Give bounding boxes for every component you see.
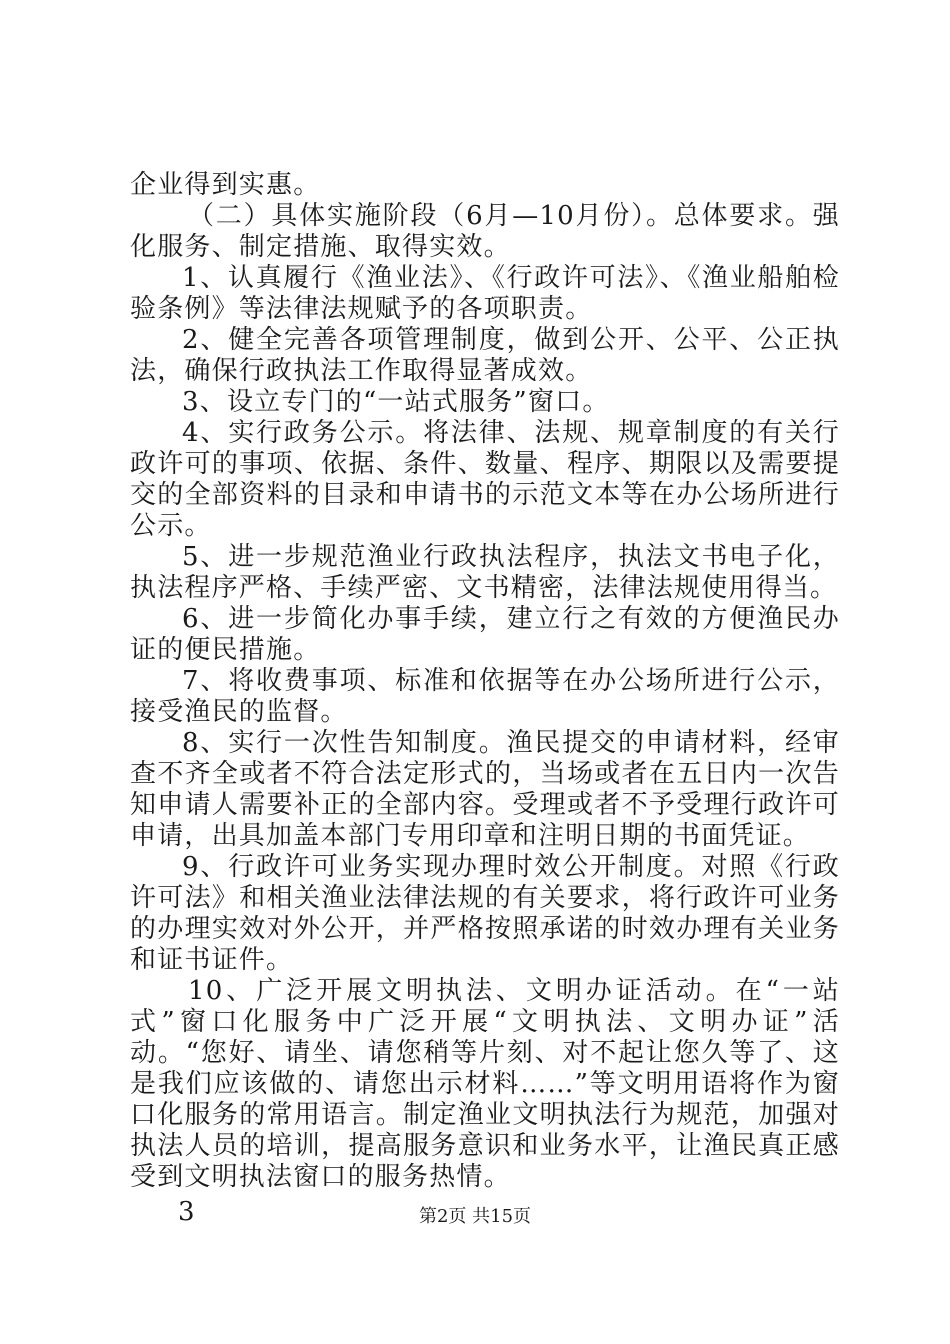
paragraph-item-8: 8、实行一次性告知制度。渔民提交的申请材料，经审查不齐全或者不符合法定形式的，当场或者在五日内一次告知申请人需要补正的全部内容。受理或者不予受理行政许可申请，出具加盖本部门专用印章和注明日期的书面凭证。 — [130, 728, 840, 851]
document-body — [130, 170, 840, 1228]
paragraph-item-10: 10、广泛开展文明执法、文明办证活动。在“一站式”窗口化服务中广泛开展“文明执法、文明办证”活动。“您好、请坐、请您稍等片刻、对不起让您久等了、这是我们应该做的、请您出示材料……”等文明用语将作为窗口化服务的常用语言。制定渔业文明执法行为规范，加强对执法人员的培训，提高服务意识和业务水平，让渔民真正感受到文明执法窗口的服务热情。 — [130, 976, 840, 1192]
paragraph-section-heading: （二）具体实施阶段（6月—10月份）。总体要求。强化服务、制定措施、取得实效。 — [130, 201, 840, 262]
paragraph-item-7: 7、将收费事项、标准和依据等在办公场所进行公示，接受渔民的监督。 — [130, 666, 840, 727]
paragraph-item-5: 5、进一步规范渔业行政执法程序，执法文书电子化，执法程序严格、手续严密、文书精密，法律法规使用得当。 — [130, 542, 840, 603]
paragraph-item-9: 9、行政许可业务实现办理时效公开制度。对照《行政许可法》和相关渔业法律法规的有关要求，将行政许可业务的办理实效对外公开，并严格按照承诺的时效办理有关业务和证书证件。 — [130, 852, 840, 975]
paragraph-item-4: 4、实行政务公示。将法律、法规、规章制度的有关行政许可的事项、依据、条件、数量、程序、期限以及需要提交的全部资料的目录和申请书的示范文本等在办公场所进行公示。 — [130, 418, 840, 541]
paragraph-item-2: 2、健全完善各项管理制度，做到公开、公平、公正执法，确保行政执法工作取得显著成效。 — [130, 325, 840, 386]
paragraph-item-6: 6、进一步简化办事手续，建立行之有效的方便渔民办证的便民措施。 — [130, 604, 840, 665]
trailing-number: 3 — [178, 1197, 195, 1227]
page-footer: 第2页 共15页 — [418, 1206, 532, 1227]
paragraph-item-3: 3、设立专门的“一站式服务”窗口。 — [182, 387, 610, 417]
paragraph-item-1: 1、认真履行《渔业法》、《行政许可法》、《渔业船舶检验条例》等法律法规赋予的各项职责。 — [130, 263, 840, 324]
paragraph-continuation: 企业得到实惠。 — [130, 170, 321, 200]
